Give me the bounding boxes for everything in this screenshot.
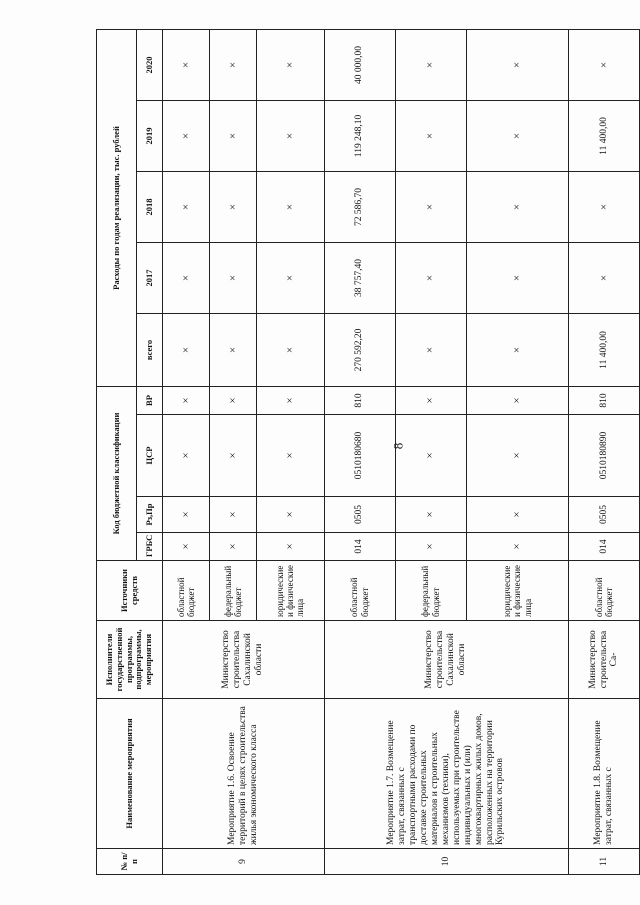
cell-2018: × [163, 172, 210, 243]
row-number: 9 [163, 849, 325, 875]
cell-2020: × [163, 29, 210, 100]
cell-2018: × [257, 172, 325, 243]
cell-2019: × [466, 101, 568, 172]
header-2018: 2018 [137, 172, 163, 243]
cell-csr: × [257, 415, 325, 497]
cell-rzpr: 0505 [568, 497, 639, 533]
cell-grbs: × [210, 533, 257, 561]
cell-total: × [163, 314, 210, 387]
header-grbs: ГРБС [137, 533, 163, 561]
funding-source: юридические и физические лица [466, 561, 568, 621]
header-2019: 2019 [137, 101, 163, 172]
cell-2018: × [466, 172, 568, 243]
cell-grbs: × [257, 533, 325, 561]
table-rotation-frame [96, 30, 640, 875]
header-no: № п/п [97, 849, 163, 875]
cell-2017: × [257, 243, 325, 314]
cell-2017: × [210, 243, 257, 314]
cell-vr: 810 [568, 387, 639, 415]
header-total: всего [137, 314, 163, 387]
measure-name: Мероприятие 1.8. Возмещение затрат, связанных с [568, 699, 639, 849]
cell-vr: × [466, 387, 568, 415]
header-expenses: Расходы по годам реализации, тыс. рублей [97, 29, 137, 386]
header-name: Наименование мероприятия [97, 699, 163, 849]
funding-source: федеральный бюджет [395, 561, 466, 621]
funding-source: областной бюджет [568, 561, 639, 621]
cell-rzpr: × [163, 497, 210, 533]
header-csr: ЦСР [137, 415, 163, 497]
header-executors: Исполнители государственной программы, подпрограммы, мероприятия [97, 621, 163, 699]
cell-2019: × [257, 101, 325, 172]
cell-csr: × [210, 415, 257, 497]
cell-2017: × [466, 243, 568, 314]
cell-2019: × [395, 101, 466, 172]
cell-2018: 72 586,70 [324, 172, 395, 243]
cell-2017: × [163, 243, 210, 314]
cell-total: × [257, 314, 325, 387]
measure-name: Мероприятие 1.7. Возмещение затрат, связанных с транспортными расходами по доставке строительных материалов и строительных механизмов (техники), используемых при строительстве индивидуальных и (или) многоквартирных жилых домов, расположенных на территории Курильских островов [324, 699, 568, 849]
cell-vr: × [395, 387, 466, 415]
header-2017: 2017 [137, 243, 163, 314]
header-row-1 [97, 29, 137, 874]
cell-total: × [210, 314, 257, 387]
funding-source: областной бюджет [324, 561, 395, 621]
row-number: 10 [324, 849, 568, 875]
cell-rzpr: × [210, 497, 257, 533]
cell-rzpr: × [395, 497, 466, 533]
cell-2020: × [466, 29, 568, 100]
table-row [163, 29, 210, 874]
cell-csr: 0510180890 [568, 415, 639, 497]
funding-source: областной бюджет [163, 561, 210, 621]
page-number: 8 [390, 442, 406, 450]
cell-2017: × [568, 243, 639, 314]
cell-2018: × [395, 172, 466, 243]
cell-2020: × [210, 29, 257, 100]
cell-2020: × [568, 29, 639, 100]
cell-2017: × [395, 243, 466, 314]
cell-total: 270 592,20 [324, 314, 395, 387]
cell-csr: × [466, 415, 568, 497]
cell-grbs: × [163, 533, 210, 561]
cell-2020: × [395, 29, 466, 100]
cell-total: × [395, 314, 466, 387]
funding-source: юридические и физические лица [257, 561, 325, 621]
cell-csr: 0510180680 [324, 415, 395, 497]
executor: Министерство строительства Сахалинской области [163, 621, 325, 699]
budget-table [96, 29, 640, 875]
header-budget-code: Код бюджетной классификации [97, 387, 137, 561]
executor: Министерство строительства Са- [568, 621, 639, 699]
cell-2019: 119 248,10 [324, 101, 395, 172]
header-funding: Источники средств [97, 561, 163, 621]
cell-total: 11 400,00 [568, 314, 639, 387]
cell-rzpr: × [466, 497, 568, 533]
cell-2019: × [163, 101, 210, 172]
cell-vr: × [257, 387, 325, 415]
cell-2020: × [257, 29, 325, 100]
measure-name: Мероприятие 1.6. Освоение территорий в целях строительства жилья экономического класса [163, 699, 325, 849]
funding-source: федеральный бюджет [210, 561, 257, 621]
cell-vr: × [163, 387, 210, 415]
cell-csr: × [163, 415, 210, 497]
header-vr: ВР [137, 387, 163, 415]
header-rzpr: Рз,Пр [137, 497, 163, 533]
cell-vr: × [210, 387, 257, 415]
cell-vr: 810 [324, 387, 395, 415]
cell-2017: 38 757,40 [324, 243, 395, 314]
cell-2019: × [210, 101, 257, 172]
cell-grbs: 014 [324, 533, 395, 561]
cell-grbs: × [395, 533, 466, 561]
cell-2018: × [568, 172, 639, 243]
cell-2020: 40 000,00 [324, 29, 395, 100]
cell-grbs: 014 [568, 533, 639, 561]
executor: Министерство строительства Сахалинской области [324, 621, 568, 699]
cell-csr: × [395, 415, 466, 497]
cell-rzpr: × [257, 497, 325, 533]
table-row [568, 29, 639, 874]
cell-grbs: × [466, 533, 568, 561]
header-2020: 2020 [137, 29, 163, 100]
table-row [324, 29, 395, 874]
cell-2018: × [210, 172, 257, 243]
table-landscape [96, 30, 640, 875]
cell-2019: 11 400,00 [568, 101, 639, 172]
cell-rzpr: 0505 [324, 497, 395, 533]
cell-total: × [466, 314, 568, 387]
row-number: 11 [568, 849, 639, 875]
